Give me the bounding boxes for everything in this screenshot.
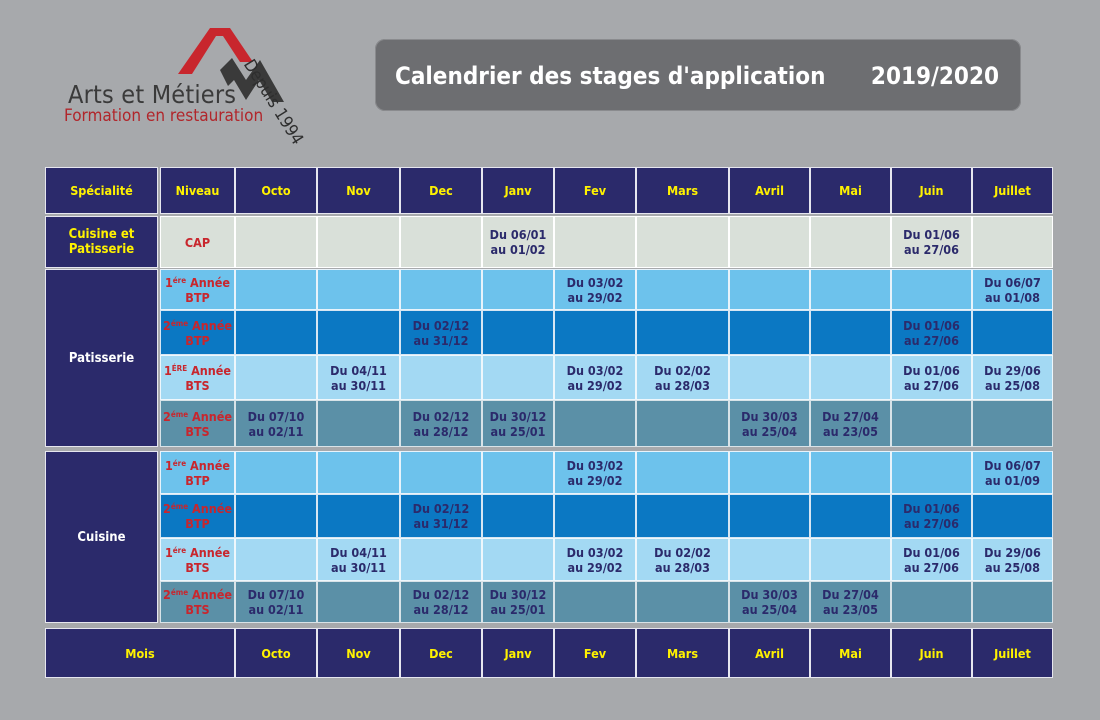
empty-cell (235, 538, 317, 581)
header-month: Juillet (972, 167, 1053, 214)
empty-cell (636, 581, 729, 623)
empty-cell (810, 355, 891, 400)
internship-period: Du 30/12 au 25/01 (482, 581, 554, 623)
internship-period: Du 01/06 au 27/06 (891, 355, 972, 400)
empty-cell (891, 451, 972, 494)
empty-cell (972, 581, 1053, 623)
internship-period: Du 30/03 au 25/04 (729, 400, 810, 447)
empty-cell (482, 310, 554, 355)
empty-cell (317, 494, 400, 538)
empty-cell (972, 494, 1053, 538)
empty-cell (636, 451, 729, 494)
internship-period: Du 01/06 au 27/06 (891, 216, 972, 268)
level-label: $1^{ére}$ Année BTS (160, 538, 235, 581)
footer-month: Nov (317, 628, 400, 678)
empty-cell (400, 538, 482, 581)
internship-period: Du 01/06 au 27/06 (891, 538, 972, 581)
empty-cell (729, 310, 810, 355)
logo-name: Arts et Métiers (68, 80, 237, 109)
empty-cell (636, 400, 729, 447)
empty-cell (972, 310, 1053, 355)
empty-cell (235, 451, 317, 494)
footer-month: Mai (810, 628, 891, 678)
internship-period: Du 06/07 au 01/09 (972, 451, 1053, 494)
internship-period: Du 29/06 au 25/08 (972, 355, 1053, 400)
empty-cell (400, 451, 482, 494)
specialty-label: Patisserie (45, 269, 158, 447)
empty-cell (972, 216, 1053, 268)
logo (60, 22, 310, 149)
header-month: Dec (400, 167, 482, 214)
internship-period: Du 02/12 au 31/12 (400, 494, 482, 538)
empty-cell (400, 216, 482, 268)
internship-period: Du 02/02 au 28/03 (636, 355, 729, 400)
empty-cell (482, 269, 554, 310)
empty-cell (317, 400, 400, 447)
empty-cell (235, 494, 317, 538)
footer-month: Juin (891, 628, 972, 678)
page-title: Calendrier des stages d'application (395, 62, 826, 90)
empty-cell (554, 216, 636, 268)
header-month: Nov (317, 167, 400, 214)
footer-month: Avril (729, 628, 810, 678)
empty-cell (554, 400, 636, 447)
level-label: $1^{ére}$ Année BTP (160, 269, 235, 310)
internship-period: Du 02/12 au 31/12 (400, 310, 482, 355)
logo-since: Depuis 1994 (239, 56, 308, 149)
empty-cell (636, 494, 729, 538)
logo-subtitle: Formation en restauration (64, 106, 264, 126)
header-month: Juin (891, 167, 972, 214)
internship-period: Du 04/11 au 30/11 (317, 355, 400, 400)
empty-cell (554, 310, 636, 355)
empty-cell (810, 538, 891, 581)
internship-period: Du 01/06 au 27/06 (891, 494, 972, 538)
specialty-label: Cuisine et Patisserie (45, 216, 158, 268)
footer-month: Mars (636, 628, 729, 678)
header-month: Janv (482, 167, 554, 214)
empty-cell (891, 581, 972, 623)
internship-period: Du 01/06 au 27/06 (891, 310, 972, 355)
internship-period: Du 27/04 au 23/05 (810, 400, 891, 447)
level-label: CAP (160, 216, 235, 268)
empty-cell (810, 310, 891, 355)
empty-cell (400, 355, 482, 400)
footer-month: Fev (554, 628, 636, 678)
empty-cell (729, 269, 810, 310)
internship-period: Du 07/10 au 02/11 (235, 400, 317, 447)
empty-cell (317, 581, 400, 623)
empty-cell (400, 269, 482, 310)
footer-month: Juillet (972, 628, 1053, 678)
header-month: Octo (235, 167, 317, 214)
school-year: 2019/2020 (870, 62, 999, 90)
empty-cell (891, 400, 972, 447)
empty-cell (317, 216, 400, 268)
internship-period: Du 02/12 au 28/12 (400, 581, 482, 623)
empty-cell (554, 494, 636, 538)
empty-cell (482, 494, 554, 538)
header-month: Avril (729, 167, 810, 214)
empty-cell (729, 494, 810, 538)
empty-cell (235, 216, 317, 268)
level-label: $1^{ére}$ Année BTP (160, 451, 235, 494)
empty-cell (810, 494, 891, 538)
empty-cell (554, 581, 636, 623)
empty-cell (482, 538, 554, 581)
internship-period: Du 02/12 au 28/12 (400, 400, 482, 447)
empty-cell (482, 355, 554, 400)
empty-cell (636, 269, 729, 310)
header-month: Mai (810, 167, 891, 214)
internship-period: Du 03/02 au 29/02 (554, 538, 636, 581)
empty-cell (729, 355, 810, 400)
empty-cell (317, 269, 400, 310)
empty-cell (810, 269, 891, 310)
empty-cell (235, 355, 317, 400)
internship-period: Du 06/01 au 01/02 (482, 216, 554, 268)
level-label: $2^{éme}$ Année BTP (160, 310, 235, 355)
empty-cell (729, 216, 810, 268)
empty-cell (810, 216, 891, 268)
header-niveau: Niveau (160, 167, 235, 214)
internship-period: Du 04/11 au 30/11 (317, 538, 400, 581)
internship-period: Du 27/04 au 23/05 (810, 581, 891, 623)
empty-cell (317, 451, 400, 494)
internship-period: Du 03/02 au 29/02 (554, 451, 636, 494)
header-month: Fev (554, 167, 636, 214)
internship-period: Du 03/02 au 29/02 (554, 355, 636, 400)
empty-cell (729, 538, 810, 581)
level-label: $1^{ÉRE}$ Année BTS (160, 355, 235, 400)
empty-cell (891, 269, 972, 310)
level-label: $2^{éme}$ Année BTS (160, 581, 235, 623)
empty-cell (636, 310, 729, 355)
empty-cell (729, 451, 810, 494)
internship-period: Du 29/06 au 25/08 (972, 538, 1053, 581)
internship-period: Du 07/10 au 02/11 (235, 581, 317, 623)
level-label: $2^{éme}$ Année BTS (160, 400, 235, 447)
specialty-label: Cuisine (45, 451, 158, 623)
empty-cell (235, 269, 317, 310)
footer-month: Octo (235, 628, 317, 678)
level-label: $2^{éme}$ Année BTP (160, 494, 235, 538)
empty-cell (636, 216, 729, 268)
empty-cell (235, 310, 317, 355)
header-month: Mars (636, 167, 729, 214)
footer-mois: Mois (45, 628, 235, 678)
footer-month: Dec (400, 628, 482, 678)
empty-cell (317, 310, 400, 355)
internship-period: Du 30/12 au 25/01 (482, 400, 554, 447)
internship-period: Du 30/03 au 25/04 (729, 581, 810, 623)
internship-period: Du 06/07 au 01/08 (972, 269, 1053, 310)
title-banner (375, 39, 1021, 111)
empty-cell (972, 400, 1053, 447)
header-specialite: Spécialité (45, 167, 158, 214)
empty-cell (482, 451, 554, 494)
internship-period: Du 03/02 au 29/02 (554, 269, 636, 310)
internship-period: Du 02/02 au 28/03 (636, 538, 729, 581)
empty-cell (810, 451, 891, 494)
footer-month: Janv (482, 628, 554, 678)
